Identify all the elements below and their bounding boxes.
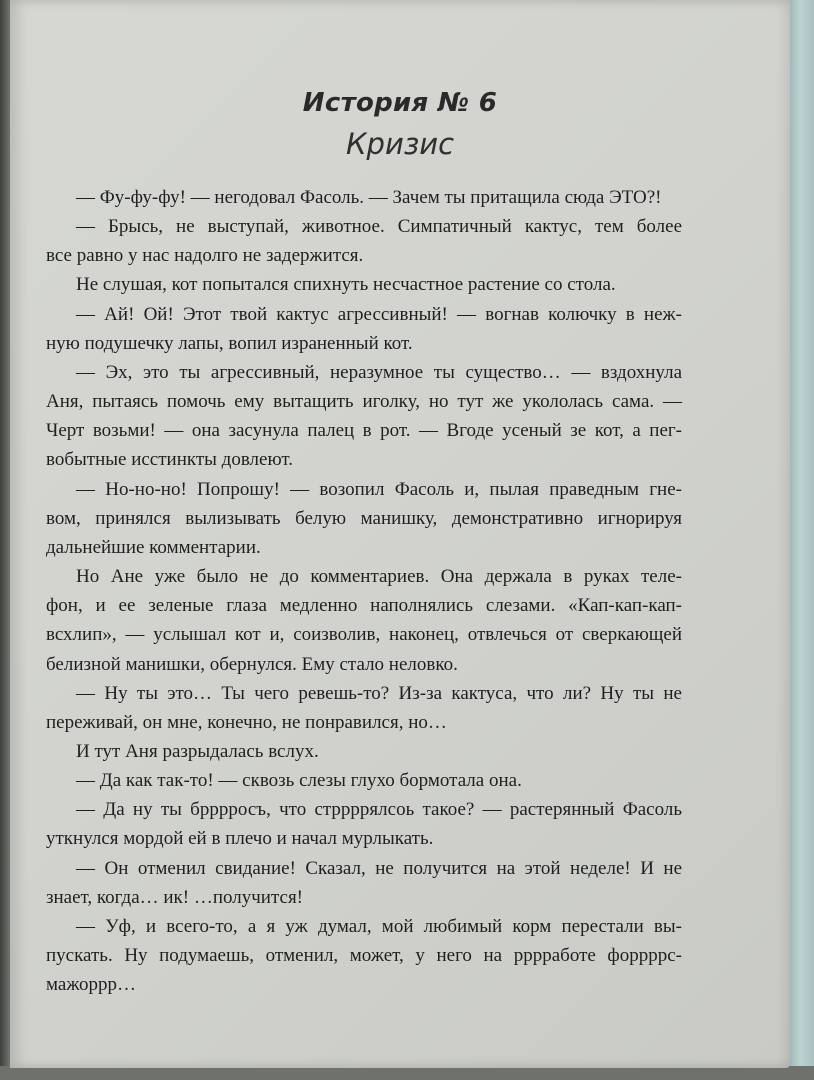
text-line: пускать. Ну подумаешь, отменил, может, у него на рррработе форрррс- — [46, 945, 682, 967]
text-line: — Но-но-но! Попрошу! — возопил Фасоль и, пылая праведным гне- — [76, 478, 682, 500]
text-line: Черт возьми! — она засунула палец в рот. — Вгоде усеный зе кот, а пег- — [46, 420, 682, 442]
text-line: все равно у нас надолго не задержится. — [46, 245, 364, 267]
text-line: знает, когда… ик! …получится! — [46, 886, 304, 908]
book-page — [10, 0, 790, 1068]
text-line: — Да ну ты брррросъ, что стррррялсоь такое? — растерянный Фасоль — [76, 799, 682, 821]
text-line: Не слушая, кот попытался спихнуть несчастное растение со стола. — [76, 274, 616, 296]
text-line: И тут Аня разрыдалась вслух. — [76, 740, 319, 762]
text-line: вобытные исстинкты довлеют. — [46, 449, 294, 471]
story-subtitle: Кризис — [345, 127, 455, 161]
text-line: Аня, пытаясь помочь ему вытащить иголку, но тут же укололась сама. — — [46, 391, 682, 413]
page-bottom-edge — [0, 1066, 814, 1080]
text-line: — Фу-фу-фу! — негодовал Фасоль. — Зачем ты притащила сюда ЭТО?! — [76, 187, 662, 208]
text-line: — Эх, это ты агрессивный, неразумное ты существо… — вздохнула — [76, 361, 682, 383]
text-line: — Он отменил свидание! Сказал, не получится на этой неделе! И не — [76, 857, 682, 879]
story-number-heading: История № 6 — [302, 88, 498, 118]
text-line: вом, принялся вылизывать белую манишку, демонстративно игнорируя — [46, 507, 682, 529]
text-line: — Да как так-то! — сквозь слезы глухо бормотала она. — [76, 770, 522, 792]
text-line: — Брысь, не выступай, животное. Симпатичный кактус, тем более — [76, 216, 682, 238]
text-line: фон, и ее зеленые глаза медленно наполнялись слезами. «Кап-кап-кап- — [46, 595, 682, 617]
text-line: переживай, он мне, конечно, не понравился, но… — [46, 711, 447, 733]
text-line: ную подушечку лапы, вопил израненный кот. — [46, 332, 413, 354]
text-line: дальнейшие комментарии. — [46, 536, 261, 558]
text-line: мажоррр… — [46, 974, 136, 996]
body-text — [46, 183, 682, 999]
book-cover-edge — [790, 0, 814, 1080]
text-line: — Ну ты это… Ты чего ревешь-то? Из-за кактуса, что ли? Ну ты не — [76, 682, 682, 704]
text-line: — Уф, и всего-то, а я уж думал, мой любимый корм перестали вы- — [76, 915, 682, 937]
text-line: белизной манишки, обернулся. Ему стало неловко. — [46, 653, 458, 675]
text-line: Но Ане уже было не до комментариев. Она держала в руках теле- — [76, 566, 682, 588]
text-line: уткнулся мордой ей в плечо и начал мурлыкать. — [46, 828, 434, 850]
text-line: всхлип», — услышал кот и, соизволив, наконец, отвлечься от сверкающей — [46, 624, 682, 646]
text-line: — Ай! Ой! Этот твой кактус агрессивный! — вогнав колючку в неж- — [76, 303, 682, 325]
